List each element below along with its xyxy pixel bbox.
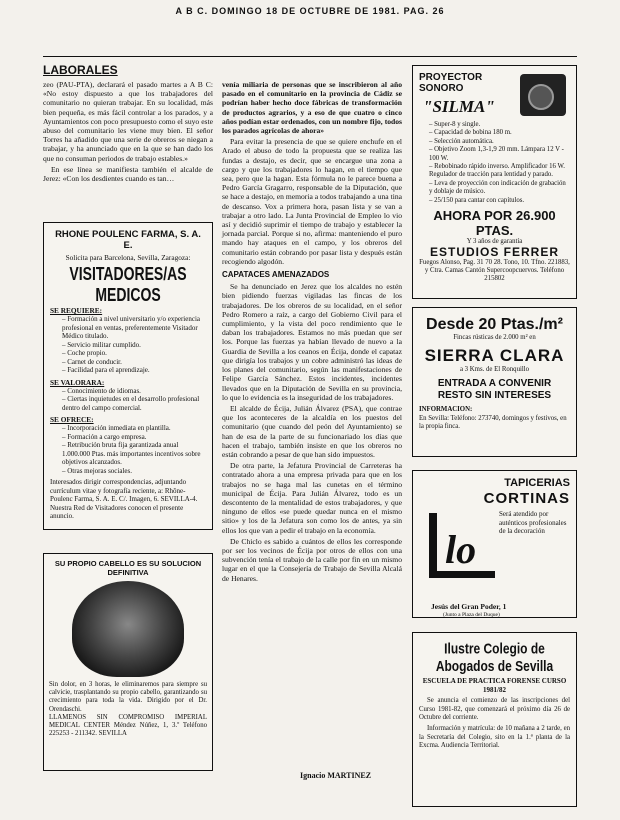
article-paragraph: De Chiclo es sabido a cuántos de ellos les corresponde por ser los vecinos de Écija por otros de ellos con una subvención tenía el trabajo de la calle por fin en un mismo lugar en el que la Consejería de Trabajo de Sevilla Alcalá de Henares. [222,536,402,583]
product-name: "SILMA" [423,97,495,116]
list-item: – Conocimiento de idiomas. [62,387,206,396]
list-item: – Super-8 y single. [429,121,570,129]
list-item: – 25/150 para cantar con capítulos. [429,197,570,205]
ad-line: CORTINAS [483,490,570,507]
ad-projector [412,65,577,299]
list-item: – Coche propio. [62,349,206,358]
article-paragraph: Para evitar la presencia de que se quiere enchufe en el Arado el abuso de todo la propuesta que se realiza las fundas a destajo, es decir, que se encargue una zona a cargo y que los trabajadores lo hagan, en el tiempo que sea, pero que la hagan. Esta fórmula no le parece buena a Pedro García Gragarro, responsable de la Diputación, que se hace a destajo, en memoria a todos trabajando a una tina de descanso. Vox a primera hora, pasan lista y se van a trabajar a otro lado. La Junta Provincial de Empleo lo vio así y decidió suprimir el tiempo de trabajo y establecer la jornada parcial. Porque si no, afirma: manteniendo el puro mando hay ataques en el campo, y los obreros del comunitario están cobrando por pasar lista y después están recogiendo algodón. [222,137,402,266]
ad-sierra-clara [412,307,577,457]
ad-valued-label: SE VALORARA: [50,377,105,387]
ad-valued-list [50,387,206,413]
page-header: A B C. DOMINGO 18 DE OCTUBRE DE 1981. PAG. 26 [175,6,445,16]
list-item: – Carnet de conducir. [62,358,206,367]
list-item: – Objetivo Zoom 1,3-1,9 20 mm. Lámpara 12 V - 100 W. [429,146,570,163]
ad-subtitle: Solicita para Barcelona, Sevilla, Zaragoza: [65,253,191,262]
ad-colegio-abogados [412,632,577,807]
ad-subtitle: ESCUELA DE PRACTICA FORENSE CURSO 1981/82 [422,677,567,694]
ad-body: Será atendido por auténticos profesionales de la decoración [499,510,567,536]
ad-info-text: En Sevilla: Teléfono: 273740, domingos y festivos, en la propia finca. [419,414,567,430]
article-paragraph: El alcalde de Écija, Julián Álvarez (PSA), que contrae que los aconteceres de la alcaldía en los puestos del comunitario (que cuando del peón del Ayuntamiento) se han de esa de la parte de su funcionariado los días que hacen el trabajo, también insiste en que los obreros no están cobrando a pesar de que han sido impuestos. [222,403,402,459]
section-title: LABORALES [43,63,118,77]
list-item: – Incorporación inmediata en plantilla. [62,424,206,433]
ad-line: Fincas rústicas de 2.000 m² en [453,334,536,341]
list-item: – Formación a nivel universitario y/o experiencia profesional en ventas, preferentemente Visitador Médico titulado. [62,315,206,341]
projector-image [520,74,566,116]
ad-line: TAPICERIAS [504,477,570,489]
ad-line: RESTO SIN INTERESES [437,390,552,402]
ad-line: PROYECTOR [419,72,483,83]
list-item: – Rebobinado rápido inverso. Amplificador 16 W. Regulador de tracción para lentidad y parado. [429,163,570,180]
ad-line: SONORO [419,83,464,94]
logo-icon [427,511,497,591]
ad-contact: LLAMENOS SIN COMPROMISO IMPERIAL MEDICAL CENTER Méndez Núñez, 1, 3.º Teléfono 225253 - 211342. SEVILLA [49,713,207,738]
article-paragraph: zeo (PAU-PTA), declarará el pasado martes a A B C: «No estoy dispuesto a que los trabajadores del comunitario no quieran trabajar. En su localidad, más bien pequeña, es más fácil controlar a los parados, y a Ayuntamientos con poco presupuesto como el suyo este abuso del comunitario les viene muy bien. El señor Torres ha añadido que una serie de obreros se niegan a trabajar, y ha anunciado que en la que se han dado los que no consuman periodos de trabajo estables.» [43,80,213,163]
ad-offer-list [50,424,206,475]
list-item: – Capacidad de bobina 180 m. [429,129,570,137]
ad-headline: VISITADORES/AS MEDICOS [69,263,187,305]
ad-paragraph: Se anuncia el comienzo de las inscripciones del Curso 1981-82, que comenzará el próximo día 26 de Octubre del corriente. [419,697,570,721]
article-paragraph: Se ha denunciado en Jerez que los alcaldes no estén bien pidiendo fuerzas vigiladas las fincas de los trabajadores. De los obreros de su localidad, en el señor Pedro Romero a raíz, a cargo del Gobierno Civil para el cumplimiento, y la vista del poco rendimiento que le daban los trabajadores. Estamos no más puedan que ser los. Porque las fuerzas ya habían llevado de nuevo a la Guardia de Sevilla a los ceanos en Écija, donde el capataz que dirigía los trabajos y un cobre administró las ideas de los planes del comunitario, según las manifestaciones de Felipe García Sánchez. Estos incidentes, incidentes llevados que en la Diputación de Sevilla en su provincia, lo que lo evidencia es la inseguridad de los trabajadores. [222,282,402,402]
list-item: – Otras mejoras sociales. [62,467,206,476]
article-col1 [43,80,213,185]
ad-hair-clinic [43,553,213,771]
ad-title: Ilustre Colegio de Abogados de Sevilla [435,639,554,675]
ad-title: SU PROPIO CABELLO ES SU SOLUCION DEFINITIVA [54,559,202,577]
list-item: – Formación a cargo empresa. [62,433,206,442]
head-photo [72,581,184,677]
logo-text: lo [445,527,477,572]
ad-line: a 3 Kms. de El Ronquillo [459,366,530,374]
ad-requirements-label: SE REQUIERE: [50,306,103,315]
list-item: – Selección automática. [429,138,570,146]
price: AHORA POR 26.900 PTAS. [433,208,556,239]
price-note: Y 3 años de garantía [466,238,523,246]
ad-title: RHONE POULENC FARMA, S. A. E. [55,229,201,251]
list-item: – Leva de proyección con indicación de grabación y doblaje de músico. [429,180,570,197]
info-label: INFORMACION: [419,406,473,414]
article-paragraph: En ese línea se manifiesta también el alcalde de Jerez: «Con los desdientes cuando es tan… [43,164,213,184]
article-subheading: CAPATACES AMENAZADOS [222,270,330,280]
list-item: – Facilidad para el aprendizaje. [62,366,206,375]
ad-requirements-list [50,315,206,375]
ad-info [419,406,570,414]
ad-line: ENTRADA A CONVENIR [437,378,552,390]
list-item: – Servicio militar cumplido. [62,341,206,350]
list-item: – Ciertas inquietudes en el desarrollo profesional dentro del campo comercial. [62,395,206,412]
list-item: – Retribución bruta fija garantizada anual 1.000.000 Ptas. más importantes incentivos sobre objetivos alcanzados. [62,441,206,467]
ad-headline: Desde 20 Ptas./m² [426,316,563,333]
author-signature: Ignacio MARTINEZ [300,771,372,780]
ad-address: Jesús del Gran Poder, 1 [431,602,507,611]
article-paragraph: De otra parte, la Jefatura Provincial de Carreteras ha contratado ahora a una empresa privada para que en los trabajos no se haga mal las cunetas en el término municipal de Écija. Para Julián Álvarez, todo es un descontento de la mentalidad de estos trabajadores, y que ninguno de ellos «se puede quedar nunca en el mismo sitio» y los de la Jefatura son como los de antes, ya sin ellos los que van a pedir el trabajo en la economía. [222,461,402,535]
ad-tapicerias [412,470,577,618]
store-name: ESTUDIOS FERRER [429,245,559,260]
feature-list [419,121,570,205]
ad-paragraph: Información y matrícula: de 10 mañana a 2 tarde, en la Secretaría del Colegio, sito en la 1.ª planta de la Excma. Audiencia Territorial. [419,725,570,750]
header-rule [43,56,577,57]
ad-place: SIERRA CLARA [424,346,565,366]
ad-footer: Interesados dirigir correspondencias, adjuntando currículum vitae y fotografía reciente, a: Rhône-Poulenc Farma, S. A. E. C/. Imagen, 6. SEVILLA-4. Nuestra Red de Visitadores conocen el presente anuncio. [50,478,198,520]
article-col2 [222,80,402,585]
ad-address-note: (Junto a Plaza del Duque) [443,612,500,618]
ad-offer-label: SE OFRECE: [50,415,94,424]
store-address: Fuegos Alonso, Pag. 31 70 28. Tono, 10. Tfno. 221883, y Ctra. Camas Cantón Supercoopcuervos. Teléfono 215802 [419,259,570,283]
ad-rhone-poulenc [43,222,213,530]
article-paragraph: venía miliaria de personas que se inscribieron al año pasado en el comunitario en la provincia de Cádiz se podrían haber hecho doce fábricas de transformación de productos agrarios, y a eso de que cuatro o cinco años podían estar ordenados, con un nombre fijo, todos los parados agrícolas de ahora» [222,80,402,136]
ad-description: Sin dolor, en 3 horas, le eliminaremos para siempre su calvicie, trasplantando su propio cabello, garantizando su crecimiento para toda la vida. Dirigido por el Dr. Orendaschi. [49,681,207,713]
